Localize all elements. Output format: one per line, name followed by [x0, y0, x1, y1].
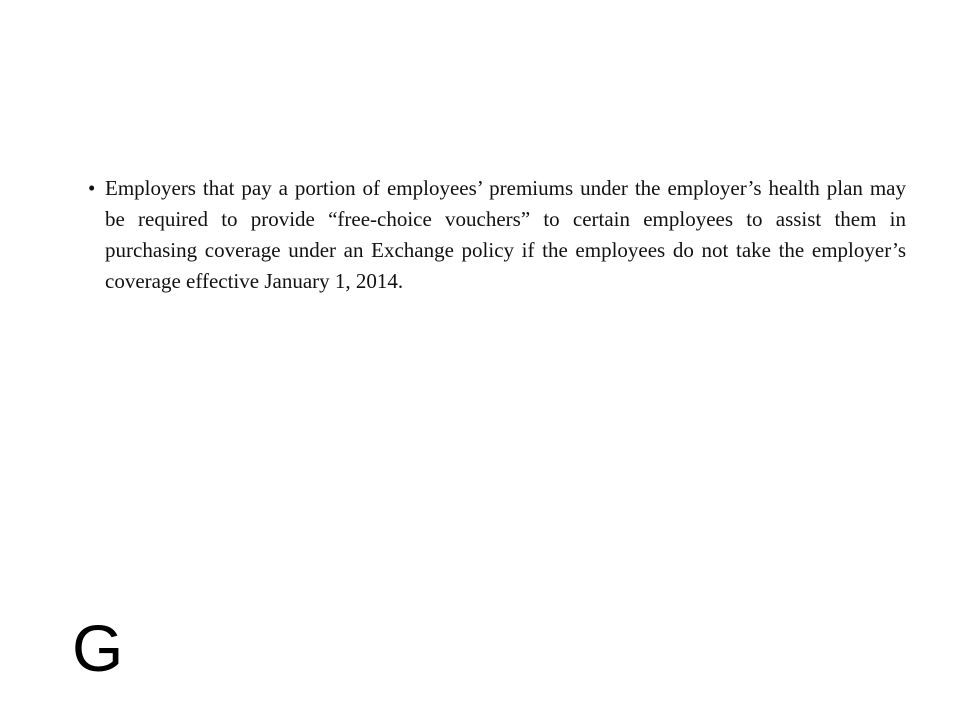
bullet-text: Employers that pay a portion of employees’ premiums under the employer’s health plan may be required to provide “free-choice vouchers” to certain employees to assist them in purchasing coverage under an Exchange policy if the employees do not take the employer’s coverage effective January 1, 2014. [105, 176, 906, 293]
corner-letter: G [72, 611, 124, 685]
bullet-item [88, 173, 906, 297]
bullet-marker: • [88, 176, 96, 200]
